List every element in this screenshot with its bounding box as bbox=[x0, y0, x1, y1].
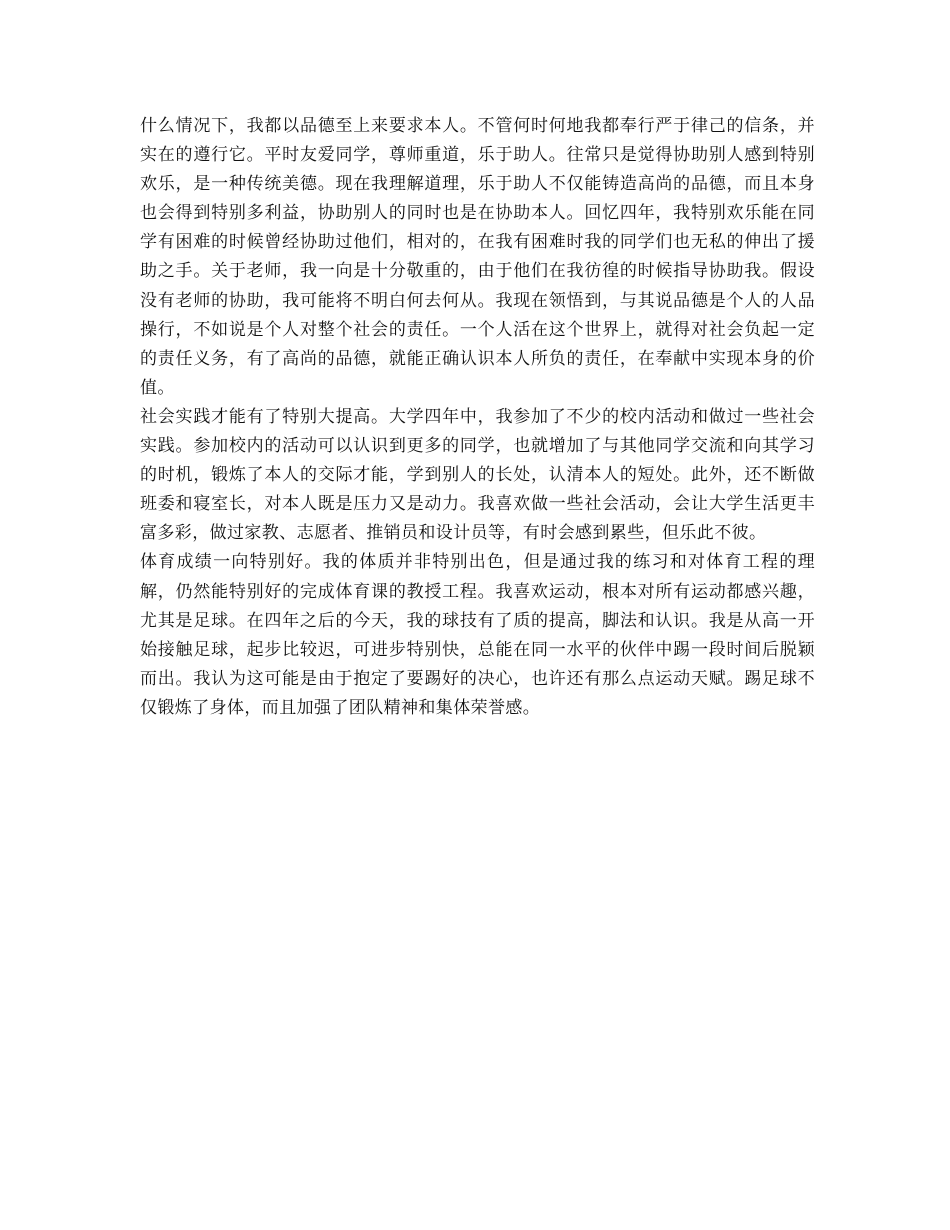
paragraph-character: 什么情况下，我都以品德至上来要求本人。不管何时何地我都奉行严于律己的信条，并实在的遵行它。平时友爱同学，尊师重道，乐于助人。往常只是觉得协助别人感到特别欢乐，是一种传统美德。现在我理解道理，乐于助人不仅能铸造高尚的品德，而且本身也会得到特别多利益，协助别人的同时也是在协助本人。回忆四年，我特别欢乐能在同学有困难的时候曾经协助过他们，相对的，在我有困难时我的同学们也无私的伸出了援助之手。关于老师，我一向是十分敬重的，由于他们在我彷徨的时候指导协助我。假设没有老师的协助，我可能将不明白何去何从。我现在领悟到，与其说品德是个人的人品操行，不如说是个人对整个社会的责任。一个人活在这个世界上，就得对社会负起一定的责任义务，有了高尚的品德，就能正确认识本人所负的责任，在奉献中实现本身的价值。 bbox=[140, 116, 815, 398]
paragraph-sports: 体育成绩一向特别好。我的体质并非特别出色，但是通过我的练习和对体育工程的理解，仍然能特别好的完成体育课的教授工程。我喜欢运动，根本对所有运动都感兴趣，尤其是足球。在四年之后的今天，我的球技有了质的提高，脚法和认识。我是从高一开始接触足球，起步比较迟，可进步特别快，总能在同一水平的伙伴中踢一段时间后脱颖而出。我认为这可能是由于抱定了要踢好的决心，也许还有那么点运动天赋。踢足球不仅锻炼了身体，而且加强了团队精神和集体荣誉感。 bbox=[140, 552, 815, 718]
paragraph-social-practice: 社会实践才能有了特别大提高。大学四年中，我参加了不少的校内活动和做过一些社会实践。参加校内的活动可以认识到更多的同学，也就增加了与其他同学交流和向其学习的时机，锻炼了本人的交际才能，学到别人的长处，认清本人的短处。此外，还不断做班委和寝室长，对本人既是压力又是动力。我喜欢做一些社会活动，会让大学生活更丰富多彩，做过家教、志愿者、推销员和设计员等，有时会感到累些，但乐此不彼。 bbox=[140, 406, 815, 544]
document-body bbox=[140, 112, 815, 723]
